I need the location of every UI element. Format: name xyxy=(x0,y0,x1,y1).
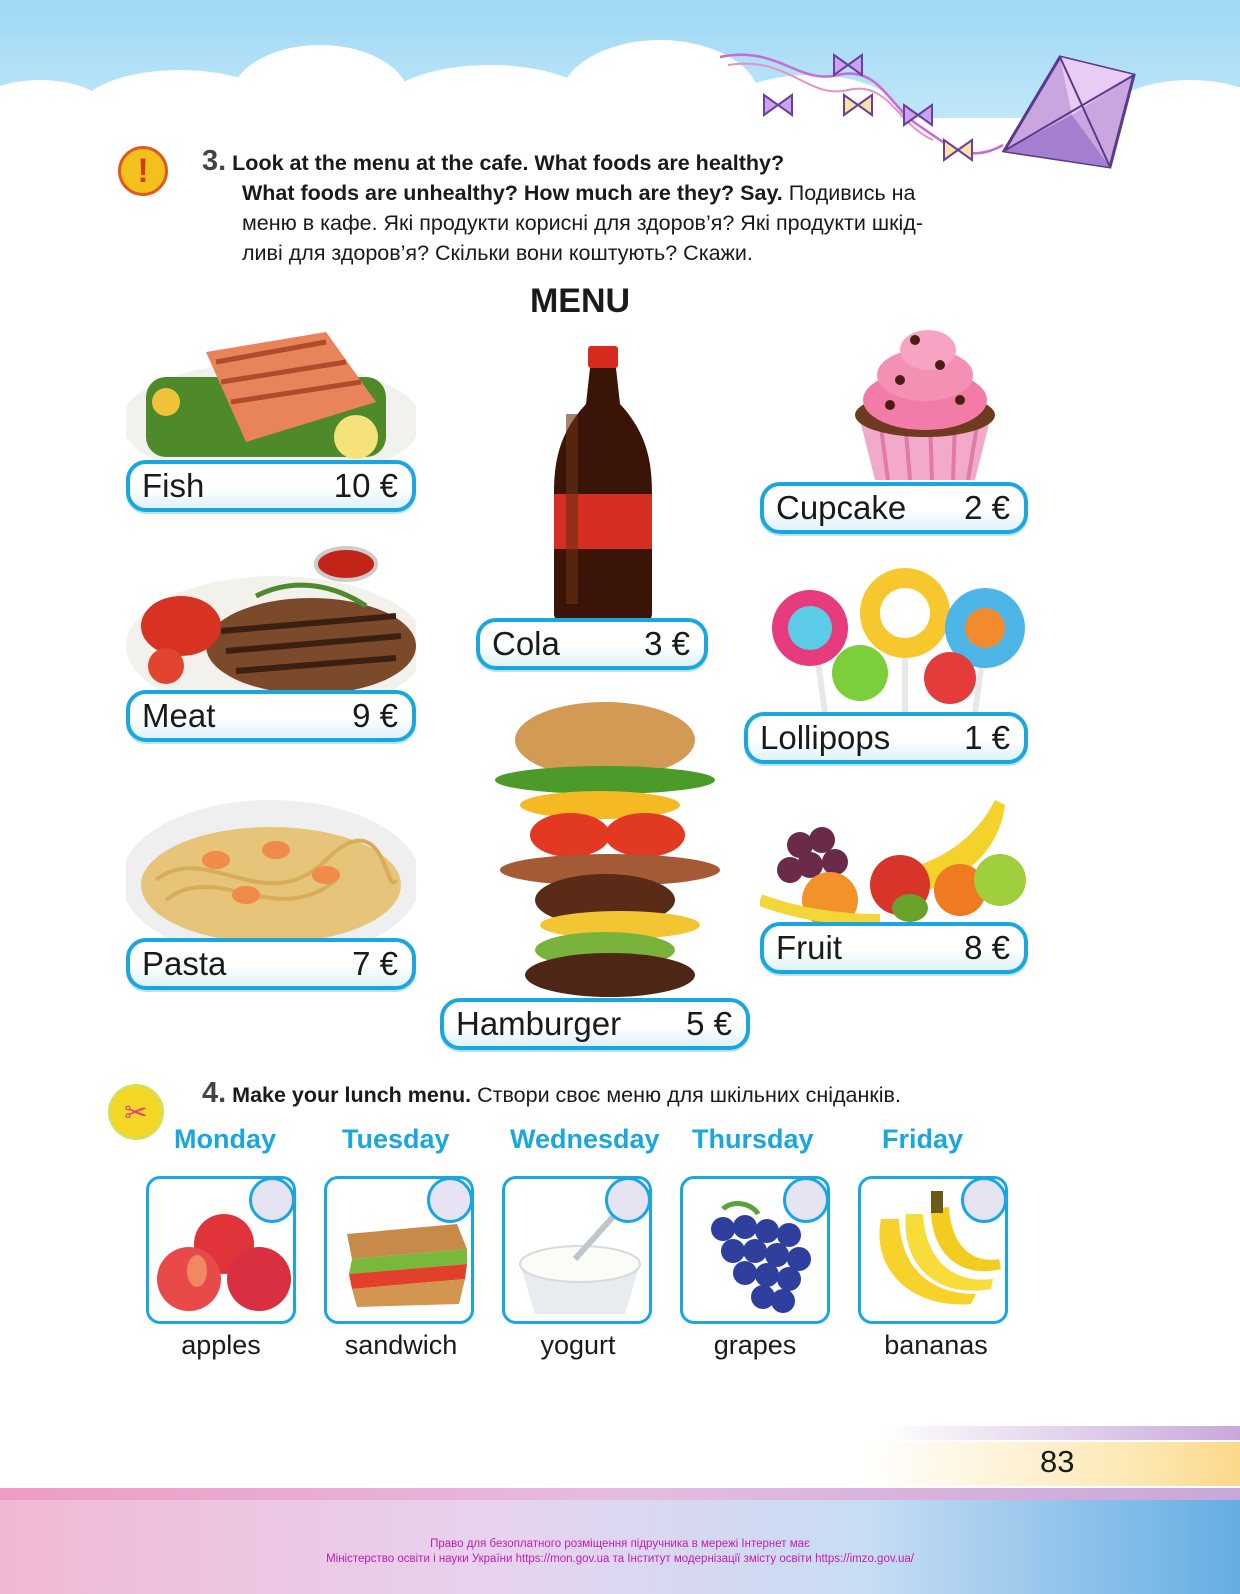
menu-item-fish xyxy=(126,460,416,512)
instruction-en: What foods are unhealthy? How much are they? Say. xyxy=(242,181,783,205)
task-number: 3. xyxy=(202,145,227,177)
food-word: bananas xyxy=(884,1330,988,1360)
item-price: 1 € xyxy=(964,719,1010,756)
item-name: Cola xyxy=(492,625,560,662)
item-name: Cupcake xyxy=(776,489,907,526)
item-name: Fruit xyxy=(776,929,842,966)
food-word: apples xyxy=(181,1330,261,1360)
footer-stripe xyxy=(0,1488,1240,1500)
day-thursday: Thursday xyxy=(692,1124,814,1154)
food-card-apples xyxy=(146,1176,296,1324)
instruction-ua: меню в кафе. Які продукти корисні для здоров’я? Які продукти шкід- xyxy=(242,211,923,235)
lollipops-photo xyxy=(755,558,1030,713)
hamburger-photo xyxy=(470,700,740,1000)
scissors-icon: ✂ xyxy=(108,1084,164,1140)
food-word: grapes xyxy=(713,1330,797,1360)
item-name: Lollipops xyxy=(760,719,891,756)
item-price: 10 € xyxy=(333,467,398,504)
item-price: 8 € xyxy=(964,929,1010,966)
fruit-photo xyxy=(760,790,1028,925)
item-name: Pasta xyxy=(142,945,227,982)
food-word: yogurt xyxy=(540,1330,616,1360)
food-card-yogurt xyxy=(502,1176,652,1324)
instruction-en: Look at the menu at the cafe. What foods are healthy? xyxy=(232,151,785,175)
menu-item-lollipops xyxy=(744,712,1028,764)
menu-item-cola xyxy=(476,618,708,670)
item-price: 3 € xyxy=(644,625,690,662)
decorative-band xyxy=(880,1426,1240,1440)
task-4-instructions xyxy=(202,1078,1102,1110)
item-price: 2 € xyxy=(964,489,1010,526)
item-name: Fish xyxy=(142,467,205,504)
fish-photo xyxy=(126,322,416,462)
instruction-en: Make your lunch menu. xyxy=(232,1083,472,1107)
day-wednesday: Wednesday xyxy=(510,1124,660,1154)
page-number: 83 xyxy=(1040,1444,1075,1479)
menu-item-fruit xyxy=(760,922,1028,974)
checkbox-circle[interactable] xyxy=(249,1177,295,1223)
checkbox-circle[interactable] xyxy=(605,1177,651,1223)
alert-icon: ! xyxy=(118,146,168,196)
footer-rights-line: Право для безоплатного розміщення підручника в мережі Інтернет має xyxy=(430,1538,810,1550)
menu-title: MENU xyxy=(529,282,631,320)
task-number: 4. xyxy=(202,1077,227,1109)
food-word: sandwich xyxy=(344,1330,458,1360)
item-name: Meat xyxy=(142,697,216,734)
item-price: 5 € xyxy=(686,1005,732,1042)
food-card-grapes xyxy=(680,1176,830,1324)
food-card-sandwich xyxy=(324,1176,474,1324)
task-3-instructions xyxy=(202,146,1062,268)
day-tuesday: Tuesday xyxy=(342,1124,450,1154)
checkbox-circle[interactable] xyxy=(783,1177,829,1223)
checkbox-circle[interactable] xyxy=(961,1177,1007,1223)
item-price: 7 € xyxy=(352,945,398,982)
instruction-ua: Створи своє меню для шкільних сніданків. xyxy=(477,1083,901,1107)
menu-item-pasta xyxy=(126,938,416,990)
menu-item-cupcake xyxy=(760,482,1028,534)
pasta-photo xyxy=(126,780,416,945)
menu-item-hamburger xyxy=(440,998,750,1050)
item-name: Hamburger xyxy=(456,1005,622,1042)
item-price: 9 € xyxy=(352,697,398,734)
cola-bottle-photo xyxy=(548,344,658,624)
day-friday: Friday xyxy=(882,1124,964,1154)
menu-item-meat xyxy=(126,690,416,742)
footer-links-line: Міністерство освіти і науки України https://mon.gov.ua та Інститут модернізації змісту освіти https://imzo.gov.ua/ xyxy=(326,1553,914,1565)
cupcake-photo xyxy=(840,320,1010,485)
day-monday: Monday xyxy=(174,1124,277,1154)
instruction-ua: ливі для здоров’я? Скільки вони коштують? Скажи. xyxy=(242,241,753,265)
checkbox-circle[interactable] xyxy=(427,1177,473,1223)
instruction-ua: Подивись на xyxy=(788,181,916,205)
food-card-bananas xyxy=(858,1176,1008,1324)
meat-photo xyxy=(126,536,416,696)
